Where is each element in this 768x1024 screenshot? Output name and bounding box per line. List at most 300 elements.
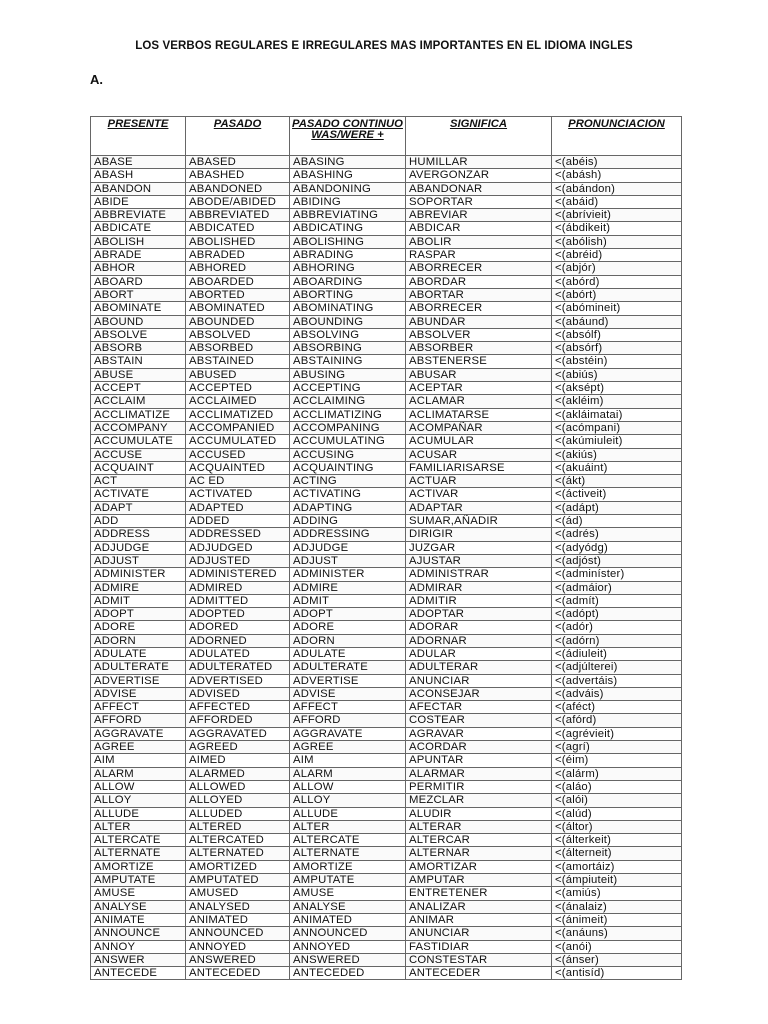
table-row	[91, 515, 682, 528]
presente-cell: ACT	[91, 475, 186, 488]
pasado-continuo-cell: ANNOYED	[290, 940, 406, 953]
table-row	[91, 302, 682, 315]
significa-cell: CONSTESTAR	[406, 953, 552, 966]
pronunciacion-cell: <(akléim)	[552, 395, 682, 408]
pronunciacion-cell: <(ád)	[552, 515, 682, 528]
pasado-cell: ANNOUNCED	[186, 927, 290, 940]
pasado-continuo-cell: ABBREVIATING	[290, 209, 406, 222]
significa-cell: ABOLIR	[406, 235, 552, 248]
pasado-cell: ADMINISTERED	[186, 568, 290, 581]
table-row	[91, 156, 682, 169]
section-letter: A.	[90, 72, 103, 87]
significa-cell: ABORDAR	[406, 275, 552, 288]
pronunciacion-cell: <(alúd)	[552, 807, 682, 820]
table-row	[91, 900, 682, 913]
pronunciacion-cell: <(aféct)	[552, 701, 682, 714]
presente-cell: ABSORB	[91, 342, 186, 355]
table-row	[91, 328, 682, 341]
pasado-continuo-cell: ACCUMULATING	[290, 435, 406, 448]
pronunciacion-cell: <(antisíd)	[552, 967, 682, 980]
significa-cell: AFECTAR	[406, 701, 552, 714]
pronunciacion-cell: <(akúmiuleit)	[552, 435, 682, 448]
pronunciacion-cell: <(adórn)	[552, 634, 682, 647]
significa-cell: ADULTERAR	[406, 661, 552, 674]
presente-cell: AMPUTATE	[91, 874, 186, 887]
table-row	[91, 913, 682, 926]
table-row	[91, 741, 682, 754]
pasado-cell: AMUSED	[186, 887, 290, 900]
pronunciacion-cell: <(adminíster)	[552, 568, 682, 581]
pronunciacion-cell: <(abómineit)	[552, 302, 682, 315]
pasado-continuo-cell: ACCUSING	[290, 448, 406, 461]
table-row	[91, 581, 682, 594]
table-row	[91, 714, 682, 727]
pasado-continuo-cell: ADVISE	[290, 687, 406, 700]
pasado-cell: ABASED	[186, 156, 290, 169]
table-row	[91, 209, 682, 222]
pronunciacion-cell: <(adjúlterei)	[552, 661, 682, 674]
pasado-cell: ABSTAINED	[186, 355, 290, 368]
table-row	[91, 621, 682, 634]
table-row	[91, 235, 682, 248]
presente-cell: AIM	[91, 754, 186, 767]
pasado-cell: ALTERCATED	[186, 834, 290, 847]
significa-cell: ABREVIAR	[406, 209, 552, 222]
presente-cell: ADMIRE	[91, 581, 186, 594]
table-row	[91, 647, 682, 660]
pasado-cell: ANIMATED	[186, 913, 290, 926]
presente-cell: ADAPT	[91, 501, 186, 514]
significa-cell: ABSORBER	[406, 342, 552, 355]
pronunciacion-cell: <(aksépt)	[552, 382, 682, 395]
pronunciacion-cell: <(anói)	[552, 940, 682, 953]
table-row	[91, 541, 682, 554]
significa-cell: COSTEAR	[406, 714, 552, 727]
pasado-continuo-cell: ABIDING	[290, 195, 406, 208]
significa-cell: AGRAVAR	[406, 727, 552, 740]
presente-cell: AFFORD	[91, 714, 186, 727]
pasado-cell: ADORED	[186, 621, 290, 634]
presente-cell: ADOPT	[91, 608, 186, 621]
pasado-continuo-cell: AMPUTATE	[290, 874, 406, 887]
pasado-continuo-cell: ADORE	[290, 621, 406, 634]
presente-cell: ADD	[91, 515, 186, 528]
pasado-continuo-cell: ABOUNDING	[290, 315, 406, 328]
pasado-continuo-cell: ABRADING	[290, 249, 406, 262]
pasado-continuo-cell: ADULATE	[290, 647, 406, 660]
pronunciacion-cell: <(aláo)	[552, 780, 682, 793]
pasado-continuo-cell: ALARM	[290, 767, 406, 780]
table-row	[91, 874, 682, 887]
pasado-cell: ACCLIMATIZED	[186, 408, 290, 421]
pasado-continuo-cell: ADMIT	[290, 594, 406, 607]
presente-cell: ADJUDGE	[91, 541, 186, 554]
significa-cell: ACOMPAÑAR	[406, 421, 552, 434]
pronunciacion-cell: <(abórt)	[552, 288, 682, 301]
table-row	[91, 554, 682, 567]
presente-cell: ABORT	[91, 288, 186, 301]
pasado-continuo-cell: ABASHING	[290, 169, 406, 182]
presente-cell: ANNOUNCE	[91, 927, 186, 940]
table-row	[91, 767, 682, 780]
pasado-cell: ALARMED	[186, 767, 290, 780]
presente-cell: AGGRAVATE	[91, 727, 186, 740]
table-row	[91, 807, 682, 820]
presente-cell: ALLUDE	[91, 807, 186, 820]
pronunciacion-cell: <(abstéin)	[552, 355, 682, 368]
pasado-continuo-cell: ABORTING	[290, 288, 406, 301]
pronunciacion-cell: <(adápt)	[552, 501, 682, 514]
significa-cell: AMORTIZAR	[406, 860, 552, 873]
significa-cell: ABORRECER	[406, 262, 552, 275]
pronunciacion-cell: <(éim)	[552, 754, 682, 767]
pasado-cell: ACCEPTED	[186, 382, 290, 395]
pronunciacion-cell: <(admít)	[552, 594, 682, 607]
pronunciacion-cell: <(álterneit)	[552, 847, 682, 860]
presente-cell: ABANDON	[91, 182, 186, 195]
significa-cell: ACONSEJAR	[406, 687, 552, 700]
presente-cell: ALTERNATE	[91, 847, 186, 860]
pronunciacion-cell: <(abiús)	[552, 368, 682, 381]
pasado-cell: AGGRAVATED	[186, 727, 290, 740]
header-presente: PRESENTE	[91, 117, 186, 156]
pasado-continuo-cell: ACCOMPANING	[290, 421, 406, 434]
significa-cell: ADORNAR	[406, 634, 552, 647]
significa-cell: ACLIMATARSE	[406, 408, 552, 421]
pasado-continuo-cell: ACCLAIMING	[290, 395, 406, 408]
table-row	[91, 608, 682, 621]
table-row	[91, 701, 682, 714]
pasado-cell: AGREED	[186, 741, 290, 754]
pasado-continuo-cell: ABDICATING	[290, 222, 406, 235]
presente-cell: ADDRESS	[91, 528, 186, 541]
pronunciacion-cell: <(abásh)	[552, 169, 682, 182]
table-row	[91, 528, 682, 541]
table-row	[91, 461, 682, 474]
significa-cell: ALUDIR	[406, 807, 552, 820]
significa-cell: ABANDONAR	[406, 182, 552, 195]
significa-cell: ACTUAR	[406, 475, 552, 488]
pasado-cell: ADVERTISED	[186, 674, 290, 687]
pasado-cell: ABOMINATED	[186, 302, 290, 315]
pasado-cell: ACCUSED	[186, 448, 290, 461]
pasado-cell: AC ED	[186, 475, 290, 488]
pronunciacion-cell: <(abréid)	[552, 249, 682, 262]
pasado-cell: ADDED	[186, 515, 290, 528]
presente-cell: ABHOR	[91, 262, 186, 275]
presente-cell: ABOUND	[91, 315, 186, 328]
significa-cell: ANALIZAR	[406, 900, 552, 913]
pasado-continuo-cell: ALLUDE	[290, 807, 406, 820]
presente-cell: ANTECEDE	[91, 967, 186, 980]
presente-cell: ANALYSE	[91, 900, 186, 913]
pasado-cell: AMORTIZED	[186, 860, 290, 873]
pasado-cell: ACQUAINTED	[186, 461, 290, 474]
pasado-cell: ADDRESSED	[186, 528, 290, 541]
significa-cell: APUNTAR	[406, 754, 552, 767]
pasado-continuo-cell: ADVERTISE	[290, 674, 406, 687]
pasado-continuo-cell: ABSOLVING	[290, 328, 406, 341]
presente-cell: ACCEPT	[91, 382, 186, 395]
pasado-cell: ABASHED	[186, 169, 290, 182]
presente-cell: ABSOLVE	[91, 328, 186, 341]
pronunciacion-cell: <(ádiuleit)	[552, 647, 682, 660]
pasado-cell: ABOARDED	[186, 275, 290, 288]
pasado-cell: ADORNED	[186, 634, 290, 647]
pronunciacion-cell: <(akiús)	[552, 448, 682, 461]
significa-cell: AMPUTAR	[406, 874, 552, 887]
presente-cell: ADVISE	[91, 687, 186, 700]
pronunciacion-cell: <(amiús)	[552, 887, 682, 900]
pasado-continuo-cell: ADDING	[290, 515, 406, 528]
pasado-continuo-cell: AFFORD	[290, 714, 406, 727]
table-row	[91, 860, 682, 873]
significa-cell: ABSOLVER	[406, 328, 552, 341]
significa-cell: ADMITIR	[406, 594, 552, 607]
table-row	[91, 488, 682, 501]
pasado-continuo-cell: ABHORING	[290, 262, 406, 275]
pronunciacion-cell: <(acómpani)	[552, 421, 682, 434]
significa-cell: ABUNDAR	[406, 315, 552, 328]
presente-cell: ADORN	[91, 634, 186, 647]
pasado-continuo-cell: ABASING	[290, 156, 406, 169]
presente-cell: ALTER	[91, 820, 186, 833]
presente-cell: ACCLAIM	[91, 395, 186, 408]
pasado-cell: ACCOMPANIED	[186, 421, 290, 434]
table-row	[91, 169, 682, 182]
table-row	[91, 687, 682, 700]
pasado-cell: ALLUDED	[186, 807, 290, 820]
pasado-cell: ABOLISHED	[186, 235, 290, 248]
significa-cell: JUZGAR	[406, 541, 552, 554]
header-pronunciacion: PRONUNCIACION	[552, 117, 682, 156]
presente-cell: ABASH	[91, 169, 186, 182]
pasado-cell: AFFECTED	[186, 701, 290, 714]
pasado-cell: ABDICATED	[186, 222, 290, 235]
significa-cell: ACORDAR	[406, 741, 552, 754]
presente-cell: ABOMINATE	[91, 302, 186, 315]
pasado-cell: ANSWERED	[186, 953, 290, 966]
pasado-cell: ABBREVIATED	[186, 209, 290, 222]
pronunciacion-cell: <(akuáint)	[552, 461, 682, 474]
significa-cell: FASTIDIAR	[406, 940, 552, 953]
table-row	[91, 448, 682, 461]
pasado-cell: ABSOLVED	[186, 328, 290, 341]
significa-cell: ANUNCIAR	[406, 674, 552, 687]
pasado-continuo-cell: ADMINISTER	[290, 568, 406, 581]
pasado-continuo-cell: ADORN	[290, 634, 406, 647]
pasado-cell: ABSORBED	[186, 342, 290, 355]
pronunciacion-cell: <(absólf)	[552, 328, 682, 341]
pasado-continuo-cell: ABOMINATING	[290, 302, 406, 315]
pasado-continuo-cell: ADDRESSING	[290, 528, 406, 541]
pronunciacion-cell: <(adyódg)	[552, 541, 682, 554]
significa-cell: AVERGONZAR	[406, 169, 552, 182]
presente-cell: ABASE	[91, 156, 186, 169]
significa-cell: ALTERCAR	[406, 834, 552, 847]
pasado-cell: ACCLAIMED	[186, 395, 290, 408]
pronunciacion-cell: <(akláimatai)	[552, 408, 682, 421]
pasado-continuo-cell: ADOPT	[290, 608, 406, 621]
pasado-cell: AIMED	[186, 754, 290, 767]
presente-cell: ADJUST	[91, 554, 186, 567]
significa-cell: AJUSTAR	[406, 554, 552, 567]
presente-cell: ABRADE	[91, 249, 186, 262]
table-row	[91, 195, 682, 208]
pasado-cell: ABODE/ABIDED	[186, 195, 290, 208]
presente-cell: ACCUSE	[91, 448, 186, 461]
pasado-continuo-cell: AIM	[290, 754, 406, 767]
pasado-continuo-cell: ABANDONING	[290, 182, 406, 195]
presente-cell: ACCLIMATIZE	[91, 408, 186, 421]
significa-cell: RASPAR	[406, 249, 552, 262]
pasado-cell: ADMITTED	[186, 594, 290, 607]
presente-cell: ACCUMULATE	[91, 435, 186, 448]
pasado-continuo-cell: ABOLISHING	[290, 235, 406, 248]
presente-cell: ALARM	[91, 767, 186, 780]
pasado-cell: ACTIVATED	[186, 488, 290, 501]
presente-cell: ABOARD	[91, 275, 186, 288]
table-row	[91, 475, 682, 488]
presente-cell: ACCOMPANY	[91, 421, 186, 434]
significa-cell: ALTERNAR	[406, 847, 552, 860]
significa-cell: PERMITIR	[406, 780, 552, 793]
pasado-cell: ABOUNDED	[186, 315, 290, 328]
pasado-continuo-cell: ADAPTING	[290, 501, 406, 514]
pasado-continuo-cell: AMUSE	[290, 887, 406, 900]
pasado-continuo-cell: ABSTAINING	[290, 355, 406, 368]
pasado-cell: ADULTERATED	[186, 661, 290, 674]
pasado-continuo-cell: ANSWERED	[290, 953, 406, 966]
significa-cell: HUMILLAR	[406, 156, 552, 169]
pronunciacion-cell: <(ábdikeit)	[552, 222, 682, 235]
presente-cell: ABOLISH	[91, 235, 186, 248]
presente-cell: AMUSE	[91, 887, 186, 900]
presente-cell: ADULTERATE	[91, 661, 186, 674]
pronunciacion-cell: <(abólish)	[552, 235, 682, 248]
table-row	[91, 382, 682, 395]
pasado-continuo-cell: AMORTIZE	[290, 860, 406, 873]
significa-cell: ADOPTAR	[406, 608, 552, 621]
pasado-cell: ADULATED	[186, 647, 290, 660]
pronunciacion-cell: <(afórd)	[552, 714, 682, 727]
pasado-cell: ANTECEDED	[186, 967, 290, 980]
presente-cell: ABSTAIN	[91, 355, 186, 368]
pasado-continuo-cell: ACTING	[290, 475, 406, 488]
pasado-cell: ALTERNATED	[186, 847, 290, 860]
header-row	[91, 117, 682, 156]
table-row	[91, 727, 682, 740]
pronunciacion-cell: <(abáund)	[552, 315, 682, 328]
table-row	[91, 634, 682, 647]
significa-cell: ACUMULAR	[406, 435, 552, 448]
presente-cell: AFFECT	[91, 701, 186, 714]
table-row	[91, 315, 682, 328]
significa-cell: ADMINISTRAR	[406, 568, 552, 581]
pasado-continuo-cell: ABSORBING	[290, 342, 406, 355]
significa-cell: ADAPTAR	[406, 501, 552, 514]
header-significa: SIGNIFICA	[406, 117, 552, 156]
table-row	[91, 355, 682, 368]
table-row	[91, 222, 682, 235]
presente-cell: ACQUAINT	[91, 461, 186, 474]
presente-cell: ADMIT	[91, 594, 186, 607]
pronunciacion-cell: <(abórd)	[552, 275, 682, 288]
pasado-cell: ALLOYED	[186, 794, 290, 807]
table-row	[91, 820, 682, 833]
significa-cell: ACEPTAR	[406, 382, 552, 395]
pasado-cell: ABORTED	[186, 288, 290, 301]
pasado-continuo-cell: AGGRAVATE	[290, 727, 406, 740]
pasado-continuo-cell: ADJUDGE	[290, 541, 406, 554]
pasado-continuo-cell: ANALYSE	[290, 900, 406, 913]
presente-cell: ANIMATE	[91, 913, 186, 926]
presente-cell: AGREE	[91, 741, 186, 754]
table-row	[91, 953, 682, 966]
pronunciacion-cell: <(adváis)	[552, 687, 682, 700]
significa-cell: MEZCLAR	[406, 794, 552, 807]
table-row	[91, 847, 682, 860]
pasado-cell: AMPUTATED	[186, 874, 290, 887]
verb-table	[90, 116, 682, 980]
significa-cell: SUMAR,AÑADIR	[406, 515, 552, 528]
pasado-cell: ADVISED	[186, 687, 290, 700]
pasado-cell: ABRADED	[186, 249, 290, 262]
significa-cell: ACLAMAR	[406, 395, 552, 408]
pasado-cell: ALLOWED	[186, 780, 290, 793]
presente-cell: ALTERCATE	[91, 834, 186, 847]
pasado-continuo-cell: ACTIVATING	[290, 488, 406, 501]
pasado-cell: ABANDONED	[186, 182, 290, 195]
pasado-continuo-cell: ANTECEDED	[290, 967, 406, 980]
pasado-cell: ANNOYED	[186, 940, 290, 953]
presente-cell: ADVERTISE	[91, 674, 186, 687]
table-row	[91, 501, 682, 514]
presente-cell: ALLOY	[91, 794, 186, 807]
table-row	[91, 940, 682, 953]
pasado-continuo-cell: ALTERCATE	[290, 834, 406, 847]
table-row	[91, 262, 682, 275]
presente-cell: ANSWER	[91, 953, 186, 966]
presente-cell: ACTIVATE	[91, 488, 186, 501]
pronunciacion-cell: <(absórf)	[552, 342, 682, 355]
table-row	[91, 182, 682, 195]
pronunciacion-cell: <(ámpiuteit)	[552, 874, 682, 887]
table-row	[91, 288, 682, 301]
presente-cell: ADMINISTER	[91, 568, 186, 581]
significa-cell: ACTIVAR	[406, 488, 552, 501]
significa-cell: ADORAR	[406, 621, 552, 634]
pasado-cell: ALTERED	[186, 820, 290, 833]
significa-cell: ENTRETENER	[406, 887, 552, 900]
pasado-cell: AFFORDED	[186, 714, 290, 727]
table-body	[91, 156, 682, 980]
pronunciacion-cell: <(alárm)	[552, 767, 682, 780]
presente-cell: ADORE	[91, 621, 186, 634]
pasado-continuo-cell: ADULTERATE	[290, 661, 406, 674]
pasado-continuo-cell: ADMIRE	[290, 581, 406, 594]
pronunciacion-cell: <(admáior)	[552, 581, 682, 594]
pasado-continuo-cell: AGREE	[290, 741, 406, 754]
significa-cell: ABUSAR	[406, 368, 552, 381]
pronunciacion-cell: <(adópt)	[552, 608, 682, 621]
pronunciacion-cell: <(adór)	[552, 621, 682, 634]
presente-cell: ABBREVIATE	[91, 209, 186, 222]
pronunciacion-cell: <(ánser)	[552, 953, 682, 966]
pasado-continuo-cell: ALTER	[290, 820, 406, 833]
table-row	[91, 568, 682, 581]
significa-cell: ACUSAR	[406, 448, 552, 461]
